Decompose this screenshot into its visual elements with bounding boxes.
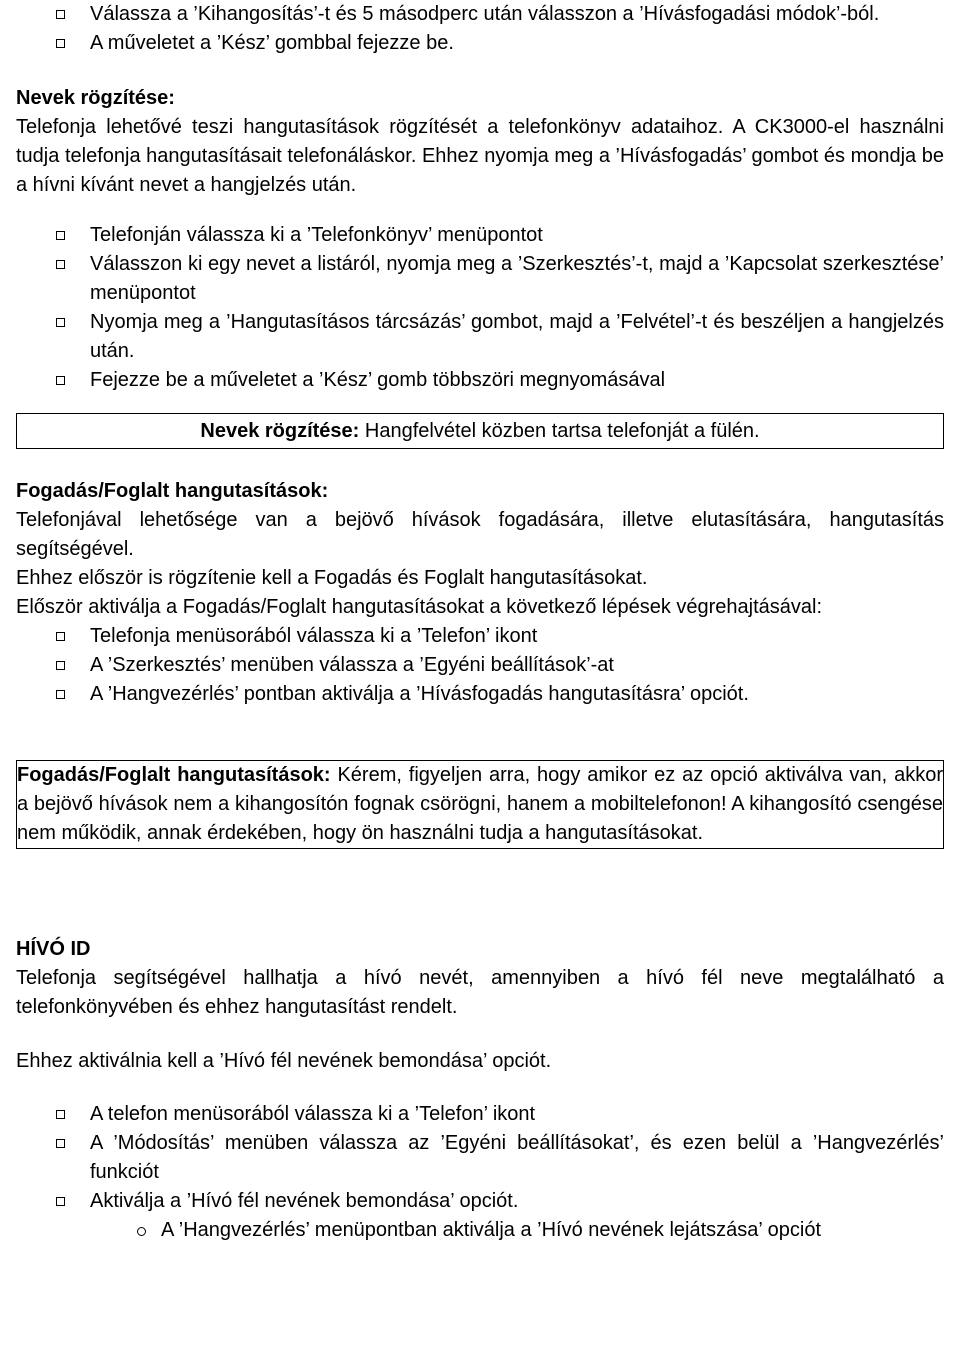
list-item: A ’Hangvezérlés’ menüpontban aktiválja a ’Hívó nevének lejátszása’ opciót [16, 1216, 944, 1245]
checkbox-bullet-icon [56, 690, 65, 699]
checkbox-bullet-icon [56, 39, 65, 48]
checkbox-bullet-icon [56, 260, 65, 269]
section-heading-nevek: Nevek rögzítése: [16, 87, 175, 109]
nevek-paragraph: Telefonja lehetővé teszi hangutasítások rögzítését a telefonkönyv adataihoz. A CK3000-el használni tudja telefonja hangutasításait telefonáláskor. Ehhez nyomja meg a ’Hívásfogadás’ gombot és mondja be a hívni kívánt nevet a hangjelzés után. [16, 116, 944, 196]
list-item: A ’Módosítás’ menüben válassza az ’Egyéni beállításokat’, és ezen belül a ’Hangvezérlés’ funkciót [16, 1129, 944, 1187]
note-text: Kérem, figyeljen arra, hogy amikor ez az opció aktiválva van, akkor a bejövő hívások nem a kihangosítón fognak csörögni, hanem a mobiltelefonon! A kihangosító csengése nem működik, annak érdekében, hogy ön használni tudja a hangutasításokat. [17, 764, 944, 844]
checkbox-bullet-icon [56, 661, 65, 670]
checkbox-bullet-icon [56, 318, 65, 327]
top-list [16, 0, 944, 58]
list-item: Telefonján válassza ki a ’Telefonkönyv’ menüpontot [16, 221, 944, 250]
checkbox-bullet-icon [56, 632, 65, 641]
circle-bullet-icon [137, 1227, 146, 1236]
section-heading-fogadas: Fogadás/Foglalt hangutasítások: [16, 480, 329, 502]
nevek-steps [16, 221, 944, 395]
checkbox-bullet-icon [56, 1110, 65, 1119]
checkbox-bullet-icon [56, 1139, 65, 1148]
checkbox-bullet-icon [56, 1197, 65, 1206]
hivo-id-paragraph-1: Telefonja segítségével hallhatja a hívó nevét, amennyiben a hívó fél neve megtalálható a telefonkönyvében és ehhez hangutasítást rendelt. [16, 967, 944, 1018]
list-item: Aktiválja a ’Hívó fél nevének bemondása’ opciót. [16, 1187, 944, 1216]
note-text: Hangfelvétel közben tartsa telefonját a fülén. [359, 420, 760, 442]
list-item: Telefonja menüsorából válassza ki a ’Telefon’ ikont [16, 622, 944, 651]
list-item: Fejezze be a műveletet a ’Kész’ gomb többszöri megnyomásával [16, 366, 944, 395]
checkbox-bullet-icon [56, 231, 65, 240]
checkbox-bullet-icon [56, 376, 65, 385]
list-item: Válassza a ’Kihangosítás’-t és 5 másodperc után válasszon a ’Hívásfogadási módok’-ból. [16, 0, 944, 29]
hivo-id-paragraph-2: Ehhez aktiválnia kell a ’Hívó fél nevének bemondása’ opciót. [16, 1050, 552, 1072]
fogadas-paragraph-1: Telefonjával lehetősége van a bejövő hívások fogadására, illetve elutasítására, hangutasítás segítségével. [16, 509, 944, 560]
list-item: A műveletet a ’Kész’ gombbal fejezze be. [16, 29, 944, 58]
fogadas-paragraph-3: Először aktiválja a Fogadás/Foglalt hangutasításokat a következő lépések végrehajtásával: [16, 596, 823, 618]
fogadas-steps [16, 622, 944, 709]
note-label: Fogadás/Foglalt hangutasítások: [17, 764, 331, 786]
hivo-id-steps [16, 1100, 944, 1216]
fogadas-paragraph-2: Ehhez először is rögzítenie kell a Fogadás és Foglalt hangutasításokat. [16, 567, 648, 589]
list-item: A ’Szerkesztés’ menüben válassza a ’Egyéni beállítások’-at [16, 651, 944, 680]
checkbox-bullet-icon [56, 10, 65, 19]
list-item: A ’Hangvezérlés’ pontban aktiválja a ’Hívásfogadás hangutasításra’ opciót. [16, 680, 944, 709]
nevek-note-box [16, 413, 944, 449]
fogadas-note-box [16, 760, 944, 849]
hivo-id-substeps [16, 1216, 944, 1245]
list-item: A telefon menüsorából válassza ki a ’Telefon’ ikont [16, 1100, 944, 1129]
note-label: Nevek rögzítése: [200, 420, 360, 442]
list-item: Nyomja meg a ’Hangutasításos tárcsázás’ gombot, majd a ’Felvétel’-t és beszéljen a hangjelzés után. [16, 308, 944, 366]
section-heading-hivo-id: HÍVÓ ID [16, 938, 91, 960]
list-item: Válasszon ki egy nevet a listáról, nyomja meg a ’Szerkesztés’-t, majd a ’Kapcsolat szerkesztése’ menüpontot [16, 250, 944, 308]
